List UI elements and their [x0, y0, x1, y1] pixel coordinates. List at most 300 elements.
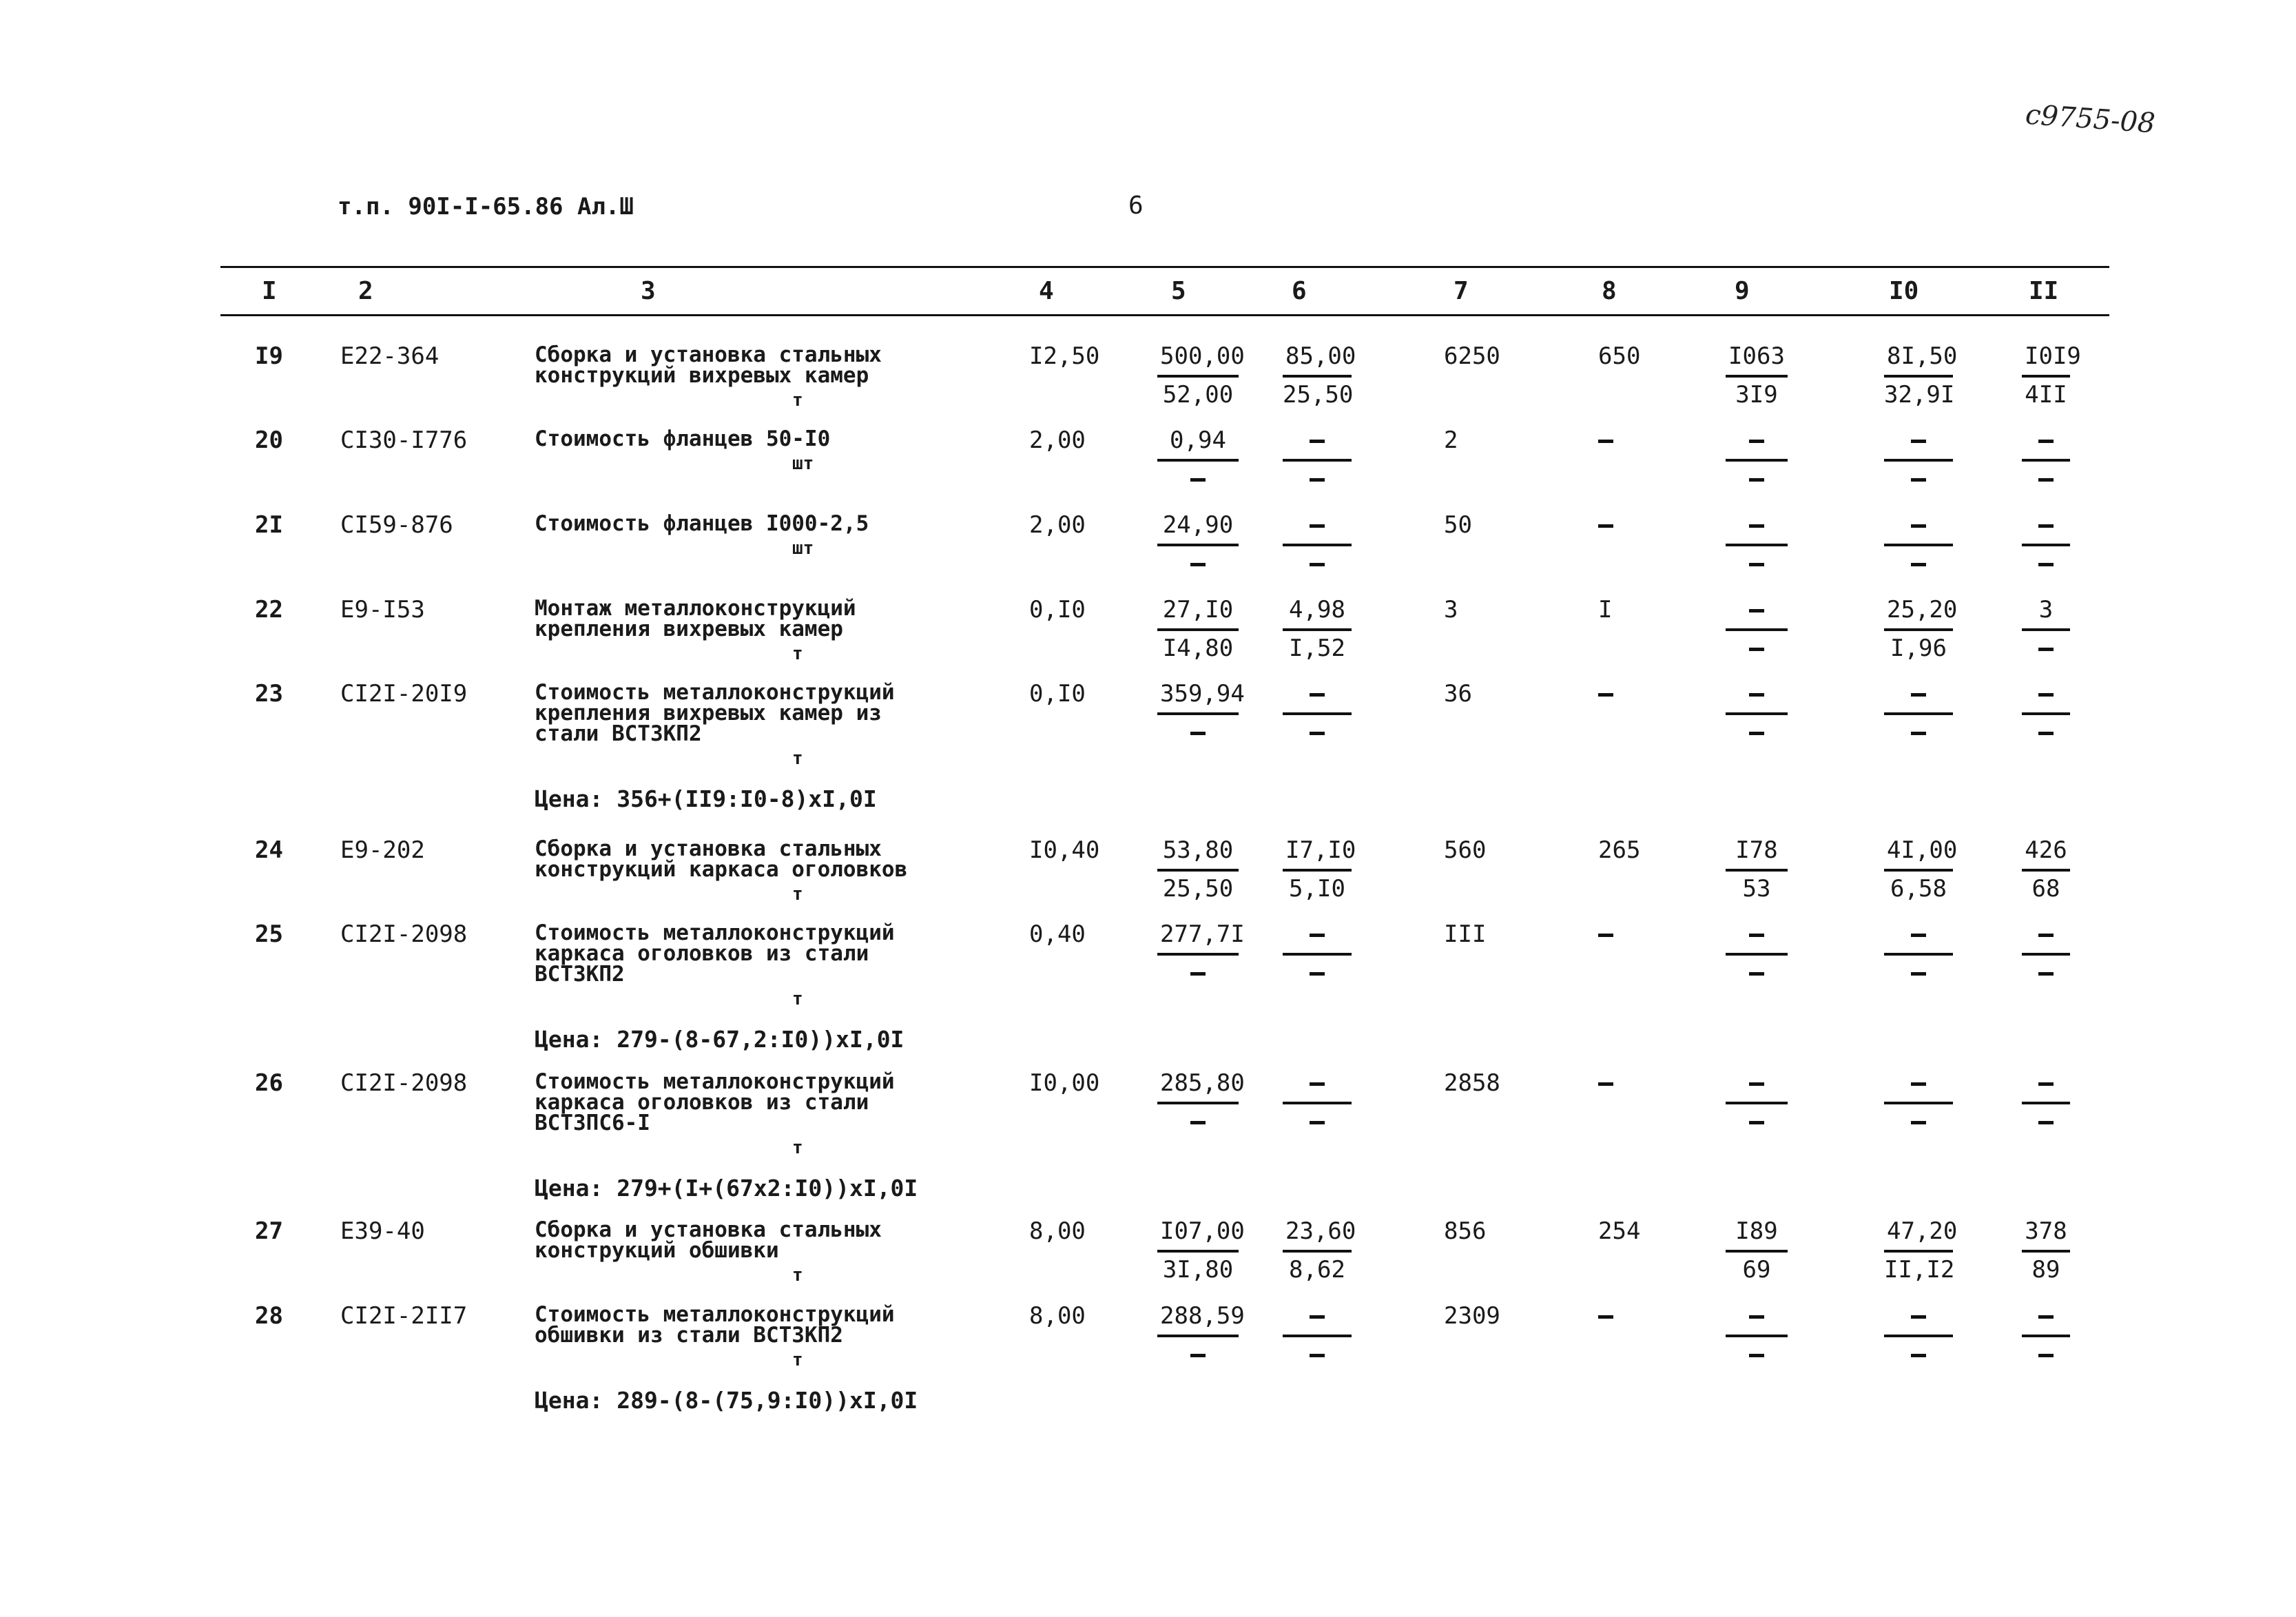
rate-code: E39-40 — [340, 1217, 425, 1245]
fraction-cell-c9 — [1726, 923, 1788, 985]
fraction-denominator — [1157, 1102, 1239, 1133]
row-number: 20 — [255, 426, 283, 454]
price-formula: Цена: 279+(I+(67x2:I0))xI,0I — [535, 1175, 918, 1202]
table-row — [0, 1069, 2296, 1202]
fraction-cell-c10 — [1884, 596, 1958, 662]
fraction-numerator: 285,80 — [1160, 1069, 1245, 1097]
fraction-denominator: 5,I0 — [1283, 869, 1352, 900]
fraction-cell-c11 — [2022, 1304, 2070, 1366]
fraction-cell-c9 — [1726, 836, 1788, 903]
fraction-numerator: 27,I0 — [1162, 596, 1234, 624]
total-cost: 50 — [1444, 511, 1472, 539]
dash-mark — [1911, 1121, 1926, 1124]
row-number: 25 — [255, 920, 283, 948]
column-header-5: 5 — [1171, 277, 1186, 305]
dash-mark — [2038, 563, 2054, 566]
fraction-denominator: 4II — [2022, 375, 2070, 406]
price-formula: Цена: 356+(II9:I0-8)xI,0I — [535, 785, 877, 812]
fraction-denominator: II,I2 — [1884, 1250, 1953, 1281]
unit-label: т — [792, 1265, 803, 1286]
fraction-numerator — [1726, 923, 1788, 946]
fraction-cell-c9 — [1726, 1217, 1788, 1284]
fraction-cell-c9 — [1726, 1304, 1788, 1366]
description-line: конструкций вихревых камер — [535, 363, 869, 388]
dash-mark — [1749, 440, 1764, 443]
dash-mark — [1598, 693, 1613, 697]
quantity: I0,40 — [1029, 836, 1100, 864]
total-cost: 856 — [1444, 1217, 1487, 1245]
column-header-6: 6 — [1292, 277, 1307, 305]
fraction-denominator — [1884, 1102, 1953, 1133]
fraction-denominator: 32,9I — [1884, 375, 1953, 406]
fraction-cell-c11 — [2022, 429, 2070, 491]
fraction-numerator — [1726, 429, 1788, 452]
dash-mark — [1911, 1315, 1926, 1319]
fraction-denominator: 69 — [1726, 1250, 1788, 1281]
fraction-numerator — [1726, 513, 1788, 537]
column-header-11: II — [2029, 277, 2059, 305]
dash-mark — [1310, 1315, 1325, 1319]
document-code: т.п. 90I-I-65.86 Ал.Ш — [338, 193, 634, 220]
fraction-denominator — [1884, 953, 1953, 985]
dash-mark — [2038, 693, 2054, 697]
dash-mark — [1911, 972, 1926, 976]
description-line: Стоимость металлоконструкций — [535, 1069, 895, 1094]
description-line: Сборка и установка стальных — [535, 836, 882, 861]
dash-mark — [1749, 1354, 1764, 1357]
column-header-1: I — [262, 277, 277, 305]
row-number: 24 — [255, 836, 283, 864]
total-cost: 2309 — [1444, 1302, 1500, 1330]
column-header-10: I0 — [1889, 277, 1919, 305]
fraction-denominator: I,96 — [1884, 628, 1953, 660]
fraction-denominator — [1726, 459, 1788, 491]
dash-mark — [1749, 934, 1764, 937]
fraction-cell-c10 — [1884, 836, 1958, 903]
fraction-cell-c5 — [1157, 920, 1245, 985]
fraction-numerator: 277,7I — [1160, 920, 1245, 948]
fraction-denominator — [1726, 628, 1788, 660]
dash-mark — [1310, 478, 1325, 482]
quantity: I2,50 — [1029, 342, 1100, 370]
fraction-numerator — [2022, 923, 2070, 946]
fraction-denominator — [1726, 712, 1788, 744]
fraction-numerator: I78 — [1735, 836, 1778, 864]
dash-mark — [1911, 1354, 1926, 1357]
unit-label: шт — [792, 453, 814, 474]
dash-mark — [1190, 732, 1206, 735]
fraction-cell-c11 — [2022, 342, 2081, 409]
total-cost: 2 — [1444, 426, 1458, 454]
description-line: ВСТ3ПС6-I — [535, 1111, 650, 1135]
fraction-denominator — [1726, 1335, 1788, 1366]
fraction-numerator — [2022, 682, 2070, 705]
fraction-cell-c10 — [1884, 682, 1953, 744]
wages-total — [1598, 1304, 1613, 1328]
fraction-numerator: 0,94 — [1170, 426, 1226, 454]
table-row — [0, 511, 2296, 559]
fraction-numerator: 288,59 — [1160, 1302, 1245, 1330]
fraction-numerator — [1283, 1071, 1352, 1095]
dash-mark — [1911, 440, 1926, 443]
fraction-cell-c5 — [1157, 1217, 1245, 1284]
row-number: 2I — [255, 511, 283, 539]
dash-mark — [1310, 732, 1325, 735]
fraction-denominator — [1283, 544, 1352, 575]
fraction-cell-c6 — [1283, 1217, 1356, 1284]
column-header-2: 2 — [358, 277, 373, 305]
dash-mark — [1310, 972, 1325, 976]
unit-label: т — [792, 643, 803, 664]
quantity: 8,00 — [1029, 1302, 1086, 1330]
table-row — [0, 836, 2296, 905]
fraction-cell-c11 — [2022, 1217, 2070, 1284]
fraction-cell-c9 — [1726, 342, 1788, 409]
fraction-numerator: 500,00 — [1160, 342, 1245, 370]
quantity: 0,I0 — [1029, 596, 1086, 624]
dash-mark — [1911, 732, 1926, 735]
fraction-cell-c6 — [1283, 342, 1356, 409]
fraction-denominator — [1726, 1102, 1788, 1133]
dash-mark — [1310, 1121, 1325, 1124]
price-formula: Цена: 279-(8-67,2:I0))xI,0I — [535, 1026, 904, 1053]
fraction-denominator: 6,58 — [1884, 869, 1953, 900]
dash-mark — [2038, 1315, 2054, 1319]
dash-mark — [1749, 648, 1764, 651]
page-number: 6 — [1128, 192, 1144, 220]
row-number: 26 — [255, 1069, 283, 1097]
fraction-cell-c9 — [1726, 598, 1788, 660]
fraction-denominator — [1157, 459, 1239, 491]
rate-code: E9-I53 — [340, 596, 425, 624]
fraction-cell-c6 — [1283, 513, 1352, 575]
wages-total — [1598, 923, 1613, 946]
fraction-cell-c6 — [1283, 923, 1352, 985]
fraction-numerator — [1884, 1304, 1953, 1328]
work-description — [535, 1304, 975, 1346]
fraction-cell-c10 — [1884, 1304, 1953, 1366]
dash-mark — [1310, 1082, 1325, 1086]
fraction-numerator — [2022, 1071, 2070, 1095]
fraction-denominator — [1726, 544, 1788, 575]
fraction-cell-c10 — [1884, 923, 1953, 985]
fraction-cell-c11 — [2022, 513, 2070, 575]
column-header-8: 8 — [1602, 277, 1617, 305]
unit-label: шт — [792, 538, 814, 559]
fraction-cell-c9 — [1726, 682, 1788, 744]
fraction-numerator — [1726, 682, 1788, 705]
fraction-cell-c9 — [1726, 1071, 1788, 1133]
work-description — [535, 344, 975, 386]
work-description — [535, 598, 975, 639]
fraction-cell-c5 — [1157, 598, 1239, 660]
fraction-denominator — [1884, 1335, 1953, 1366]
dash-mark — [1749, 524, 1764, 528]
dash-mark — [1310, 440, 1325, 443]
fraction-denominator — [2022, 544, 2070, 575]
row-number: 27 — [255, 1217, 283, 1245]
unit-label: т — [792, 1350, 803, 1370]
fraction-denominator: 68 — [2022, 869, 2070, 900]
quantity: I0,00 — [1029, 1069, 1100, 1097]
dash-mark — [1911, 524, 1926, 528]
fraction-denominator — [2022, 628, 2070, 660]
table-row — [0, 596, 2296, 664]
dash-mark — [1911, 563, 1926, 566]
fraction-denominator — [1726, 953, 1788, 985]
table-row — [0, 920, 2296, 1053]
fraction-numerator: 3 — [2038, 596, 2054, 624]
fraction-numerator — [1726, 1304, 1788, 1328]
fraction-cell-c6 — [1283, 1071, 1352, 1133]
dash-mark — [1598, 1315, 1613, 1319]
wages-total: 254 — [1598, 1217, 1641, 1245]
dash-mark — [2038, 1354, 2054, 1357]
fraction-denominator — [2022, 712, 2070, 744]
unit-label: т — [792, 390, 803, 411]
quantity: 0,40 — [1029, 920, 1086, 948]
fraction-numerator — [1884, 923, 1953, 946]
dash-mark — [1749, 478, 1764, 482]
fraction-cell-c10 — [1884, 342, 1958, 409]
fraction-denominator — [1157, 712, 1239, 744]
description-line: ВСТ3КП2 — [535, 962, 625, 987]
fraction-numerator: 8I,50 — [1887, 342, 1958, 370]
rate-code: E9-202 — [340, 836, 425, 864]
table-row — [0, 1217, 2296, 1286]
row-number: I9 — [255, 342, 283, 370]
dash-mark — [1598, 524, 1613, 528]
fraction-numerator: I89 — [1735, 1217, 1778, 1245]
fraction-denominator: 3I,80 — [1157, 1250, 1239, 1281]
fraction-cell-c11 — [2022, 682, 2070, 744]
dash-mark — [1749, 563, 1764, 566]
fraction-numerator — [1726, 1071, 1788, 1095]
table-row — [0, 342, 2296, 411]
dash-mark — [1749, 1121, 1764, 1124]
work-description — [535, 1219, 975, 1261]
unit-label: т — [792, 748, 803, 769]
rate-code: CI30-I776 — [340, 426, 468, 454]
fraction-numerator — [1283, 429, 1352, 452]
rate-code: CI2I-20I9 — [340, 680, 468, 708]
fraction-denominator — [2022, 953, 2070, 985]
dash-mark — [1310, 524, 1325, 528]
fraction-denominator — [1283, 712, 1352, 744]
dash-mark — [1598, 934, 1613, 937]
fraction-cell-c11 — [2022, 1071, 2070, 1133]
work-description — [535, 426, 975, 451]
total-cost: 560 — [1444, 836, 1487, 864]
dash-mark — [1911, 478, 1926, 482]
fraction-cell-c11 — [2022, 923, 2070, 985]
fraction-numerator: 85,00 — [1285, 342, 1356, 370]
fraction-denominator: 89 — [2022, 1250, 2070, 1281]
column-header-3: 3 — [641, 277, 656, 305]
fraction-cell-c9 — [1726, 513, 1788, 575]
description-line: Стоимость фланцев I000-2,5 — [535, 511, 869, 536]
unit-label: т — [792, 1137, 803, 1158]
fraction-numerator: 4I,00 — [1887, 836, 1958, 864]
table-row — [0, 1302, 2296, 1414]
dash-mark — [1190, 563, 1206, 566]
dash-mark — [1749, 732, 1764, 735]
description-line: конструкций каркаса оголовков — [535, 857, 908, 882]
fraction-numerator — [1283, 923, 1352, 946]
wages-total: 265 — [1598, 836, 1641, 864]
dash-mark — [2038, 524, 2054, 528]
fraction-denominator: I,52 — [1283, 628, 1352, 660]
fraction-cell-c10 — [1884, 429, 1953, 491]
fraction-numerator: I0I9 — [2025, 342, 2081, 370]
fraction-cell-c11 — [2022, 598, 2070, 660]
description-line: Монтаж металлоконструкций — [535, 596, 856, 621]
rate-code: E22-364 — [340, 342, 439, 370]
fraction-numerator — [1884, 513, 1953, 537]
fraction-denominator: 3I9 — [1726, 375, 1788, 406]
dash-mark — [1911, 693, 1926, 697]
dash-mark — [1190, 478, 1206, 482]
fraction-numerator: 378 — [2025, 1217, 2067, 1245]
fraction-cell-c6 — [1283, 598, 1352, 660]
description-line: Сборка и установка стальных — [535, 342, 882, 367]
rate-code: CI2I-2098 — [340, 920, 468, 948]
description-line: Стоимость металлоконструкций — [535, 1302, 895, 1327]
column-header-7: 7 — [1454, 277, 1469, 305]
fraction-denominator — [1157, 1335, 1239, 1366]
fraction-numerator — [2022, 1304, 2070, 1328]
wages-total: 650 — [1598, 342, 1641, 370]
fraction-numerator: I7,I0 — [1285, 836, 1356, 864]
dash-mark — [1598, 440, 1613, 443]
dash-mark — [1749, 1315, 1764, 1319]
fraction-numerator — [1726, 598, 1788, 621]
fraction-cell-c5 — [1157, 1302, 1245, 1366]
dash-mark — [1190, 1354, 1206, 1357]
work-description — [535, 1071, 975, 1133]
dash-mark — [1911, 934, 1926, 937]
quantity: 2,00 — [1029, 511, 1086, 539]
fraction-numerator — [1283, 513, 1352, 537]
fraction-cell-c5 — [1157, 342, 1245, 409]
fraction-cell-c5 — [1157, 426, 1239, 491]
fraction-cell-c6 — [1283, 1304, 1352, 1366]
total-cost: 2858 — [1444, 1069, 1500, 1097]
description-line: каркаса оголовков из стали — [535, 941, 869, 966]
dash-mark — [2038, 1082, 2054, 1086]
total-cost: 36 — [1444, 680, 1472, 708]
fraction-denominator: 25,50 — [1283, 375, 1352, 406]
fraction-denominator: 8,62 — [1283, 1250, 1352, 1281]
fraction-cell-c9 — [1726, 429, 1788, 491]
table-row — [0, 426, 2296, 474]
fraction-denominator — [2022, 1102, 2070, 1133]
archive-stamp: с9755-08 — [2024, 99, 2156, 140]
dash-mark — [2038, 1121, 2054, 1124]
fraction-numerator — [2022, 513, 2070, 537]
fraction-numerator: 23,60 — [1285, 1217, 1356, 1245]
dash-mark — [1310, 1354, 1325, 1357]
dash-mark — [2038, 648, 2054, 651]
fraction-numerator: 359,94 — [1160, 680, 1245, 708]
total-cost: III — [1444, 920, 1487, 948]
fraction-numerator: I07,00 — [1160, 1217, 1245, 1245]
fraction-numerator: 4,98 — [1289, 596, 1345, 624]
wages-total — [1598, 513, 1613, 537]
dash-mark — [2038, 972, 2054, 976]
fraction-numerator: 53,80 — [1162, 836, 1234, 864]
dash-mark — [1749, 609, 1764, 612]
fraction-cell-c10 — [1884, 1217, 1958, 1284]
description-line: Стоимость фланцев 50-I0 — [535, 426, 831, 451]
fraction-denominator: 53 — [1726, 869, 1788, 900]
dash-mark — [1749, 972, 1764, 976]
fraction-cell-c6 — [1283, 682, 1352, 744]
rate-code: CI59-876 — [340, 511, 453, 539]
fraction-denominator — [1283, 459, 1352, 491]
fraction-denominator — [1884, 459, 1953, 491]
dash-mark — [1190, 972, 1206, 976]
wages-total — [1598, 429, 1613, 452]
fraction-numerator — [1884, 682, 1953, 705]
quantity: 8,00 — [1029, 1217, 1086, 1245]
dash-mark — [1310, 693, 1325, 697]
fraction-denominator — [1157, 544, 1239, 575]
fraction-cell-c5 — [1157, 513, 1239, 575]
table-row — [0, 680, 2296, 812]
fraction-denominator: I4,80 — [1157, 628, 1239, 660]
fraction-numerator: 24,90 — [1162, 511, 1234, 539]
description-line: Сборка и установка стальных — [535, 1217, 882, 1242]
fraction-numerator — [1283, 682, 1352, 705]
fraction-denominator — [1884, 712, 1953, 744]
fraction-numerator: 25,20 — [1887, 596, 1958, 624]
fraction-cell-c6 — [1283, 836, 1356, 903]
rate-code: CI2I-2098 — [340, 1069, 468, 1097]
fraction-numerator: 426 — [2025, 836, 2067, 864]
table-top-rule — [220, 266, 2109, 268]
column-header-9: 9 — [1735, 277, 1750, 305]
fraction-cell-c5 — [1157, 836, 1239, 903]
description-line: обшивки из стали ВСТ3КП2 — [535, 1323, 843, 1348]
fraction-denominator — [1157, 953, 1239, 985]
fraction-numerator: I063 — [1728, 342, 1785, 370]
dash-mark — [2038, 478, 2054, 482]
description-line: каркаса оголовков из стали — [535, 1090, 869, 1115]
unit-label: т — [792, 989, 803, 1009]
wages-total: I — [1598, 596, 1613, 624]
quantity: 2,00 — [1029, 426, 1086, 454]
unit-label: т — [792, 884, 803, 905]
row-number: 23 — [255, 680, 283, 708]
fraction-numerator: 47,20 — [1887, 1217, 1958, 1245]
wages-total — [1598, 682, 1613, 705]
row-number: 22 — [255, 596, 283, 624]
fraction-denominator: 52,00 — [1157, 375, 1239, 406]
work-description — [535, 682, 975, 744]
work-description — [535, 513, 975, 534]
wages-total — [1598, 1071, 1613, 1095]
fraction-denominator — [2022, 459, 2070, 491]
row-number: 28 — [255, 1302, 283, 1330]
table-header-rule — [220, 314, 2109, 316]
description-line: конструкций обшивки — [535, 1238, 779, 1263]
fraction-cell-c11 — [2022, 836, 2070, 903]
fraction-cell-c10 — [1884, 1071, 1953, 1133]
column-header-4: 4 — [1039, 277, 1054, 305]
fraction-denominator — [1283, 1102, 1352, 1133]
fraction-cell-c5 — [1157, 680, 1245, 744]
